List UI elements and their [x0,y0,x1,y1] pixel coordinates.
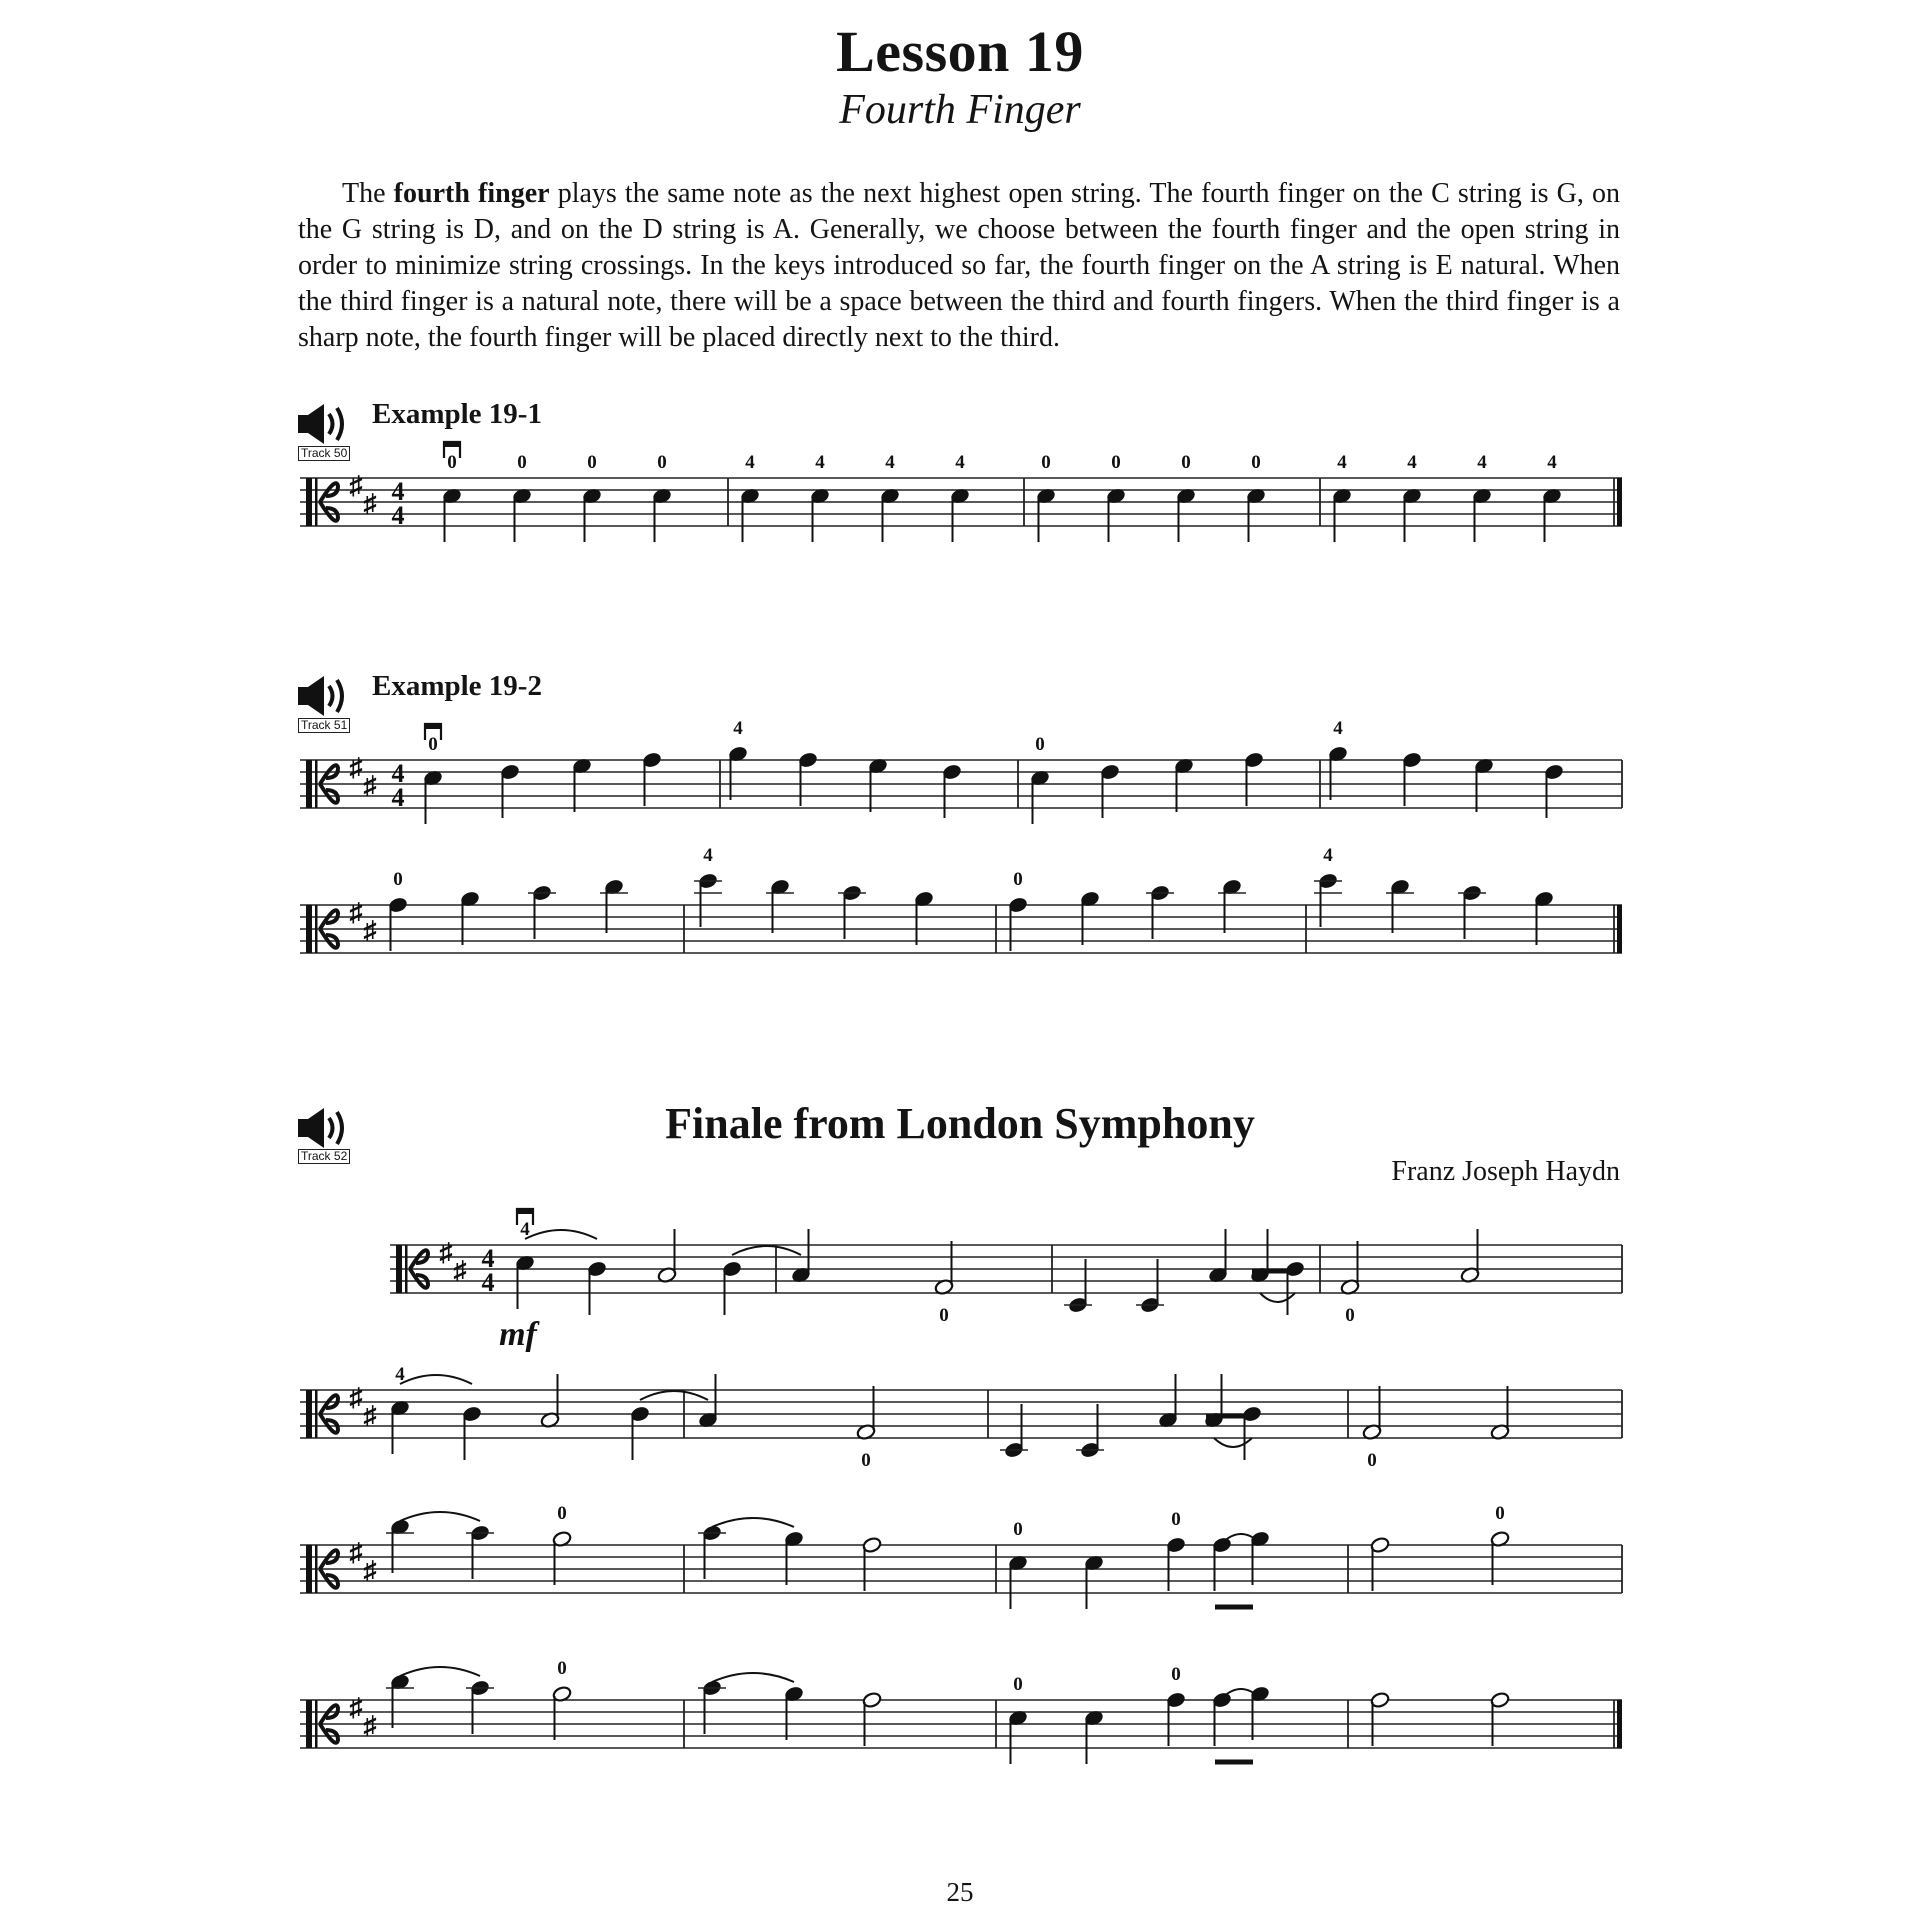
clef-bar [315,760,318,808]
fingering: 0 [1251,452,1261,473]
example-title: Example 19-2 [372,670,542,702]
time-sig-bottom: 4 [391,501,405,530]
fingering: 0 [1345,1305,1355,1326]
alto-clef [320,1550,338,1569]
slur [525,1230,597,1239]
clef-bar [315,1700,318,1748]
sharp-sign: ♯ [363,489,377,518]
piece-title: Finale from London Symphony [665,1099,1255,1148]
example-title: Example 19-1 [372,398,542,430]
intro-lead: The [342,178,394,209]
sharp-sign: ♯ [349,753,363,782]
fingering: 0 [428,734,438,755]
clef-bar [315,1390,318,1438]
clef-bar [306,478,312,526]
fingering: 0 [557,1503,567,1524]
sharp-sign: ♯ [363,771,377,800]
final-barline [1617,1700,1622,1748]
slur [712,1518,794,1527]
alto-clef [320,502,338,521]
slur [400,1375,472,1384]
fingering: 4 [1333,718,1343,739]
fingering: 0 [1013,869,1023,890]
alto-clef [320,1724,338,1743]
fingering: 0 [1171,1664,1181,1685]
time-sig-bottom: 4 [391,783,405,812]
fingering: 0 [939,1305,949,1326]
fingering: 4 [955,452,965,473]
lesson-title: Lesson 19 [836,19,1084,84]
fingering: 4 [885,452,895,473]
time-sig-top: 4 [391,759,405,788]
fingering: 4 [395,1364,405,1385]
clef-bar [306,905,312,953]
sharp-sign: ♯ [363,1556,377,1585]
slur [640,1391,708,1400]
sharp-sign: ♯ [363,916,377,945]
final-barline [1617,905,1622,953]
sharp-sign: ♯ [363,1711,377,1740]
clef-bar [306,1390,312,1438]
slur [1260,1293,1295,1302]
fingering: 0 [1013,1519,1023,1540]
fingering: 4 [1547,452,1557,473]
fingering: 4 [1337,452,1347,473]
sharp-sign: ♯ [453,1256,467,1285]
time-sig-bottom: 4 [481,1268,495,1297]
time-sig-top: 4 [481,1244,495,1273]
fingering: 4 [815,452,825,473]
fingering: 0 [1035,734,1045,755]
sharp-sign: ♯ [349,898,363,927]
sharp-sign: ♯ [349,1693,363,1722]
clef-bar [306,760,312,808]
fingering: 0 [393,869,403,890]
fingering: 4 [733,718,743,739]
fingering: 0 [1041,452,1051,473]
fingering: 4 [1323,845,1333,866]
fingering: 0 [657,452,667,473]
fingering: 0 [1171,1509,1181,1530]
page-number: 25 [946,1877,974,1907]
slur [712,1673,794,1682]
final-barline [1617,478,1622,526]
alto-clef [320,784,338,803]
sharp-sign: ♯ [349,471,363,500]
fingering: 0 [517,452,527,473]
fingering: 0 [1181,452,1191,473]
alto-clef [410,1269,428,1288]
clef-bar [315,905,318,953]
fingering: 4 [745,452,755,473]
slur [400,1512,480,1521]
alto-clef [410,1250,428,1269]
sharp-sign: ♯ [439,1238,453,1267]
fingering: 0 [1111,452,1121,473]
intro-bold-term: fourth finger [393,178,550,209]
clef-bar [306,1700,312,1748]
sharp-sign: ♯ [349,1383,363,1412]
dynamic-mf: mf [499,1316,537,1353]
fingering: 0 [557,1658,567,1679]
slur [400,1667,480,1676]
fingering: 4 [1477,452,1487,473]
intro-body: plays the same note as the next highest open string. The fourth finger on the C string is G, on the G string is D, and on the D string is A. Generally, we choose between the fourth finger and the open string in order to minimize string crossings. In the keys introduced so far, the fourth finger on the A string is E natural. When the third finger is a natural note, there will be a space between the third and fourth fingers. When the third finger is a sharp note, the fourth finger will be placed directly next to the third. [298,178,1620,353]
composer: Franz Joseph Haydn [1391,1156,1620,1187]
track-label: Track 51 [298,718,350,733]
slur [732,1246,801,1255]
track-label: Track 50 [298,446,350,461]
down-bow [444,442,460,447]
clef-bar [315,478,318,526]
sharp-sign: ♯ [349,1538,363,1567]
down-bow [517,1209,533,1214]
down-bow [425,724,441,729]
clef-bar [315,1545,318,1593]
sharp-sign: ♯ [363,1401,377,1430]
slur [1214,1438,1252,1447]
fingering: 0 [1367,1450,1377,1471]
track-label: Track 52 [298,1149,350,1164]
clef-bar [396,1245,402,1293]
alto-clef [320,910,338,929]
alto-clef [320,1569,338,1588]
clef-bar [306,1545,312,1593]
clef-bar [405,1245,408,1293]
fingering: 0 [861,1450,871,1471]
lesson-subtitle: Fourth Finger [839,87,1081,133]
fingering: 4 [703,845,713,866]
alto-clef [320,765,338,784]
fingering: 0 [1013,1674,1023,1695]
alto-clef [320,1705,338,1724]
time-sig-top: 4 [391,477,405,506]
fingering: 0 [447,452,457,473]
fingering: 4 [520,1219,530,1240]
alto-clef [320,929,338,948]
fingering: 0 [587,452,597,473]
alto-clef [320,1395,338,1414]
fingering: 4 [1407,452,1417,473]
alto-clef [320,483,338,502]
alto-clef [320,1414,338,1433]
fingering: 0 [1495,1503,1505,1524]
